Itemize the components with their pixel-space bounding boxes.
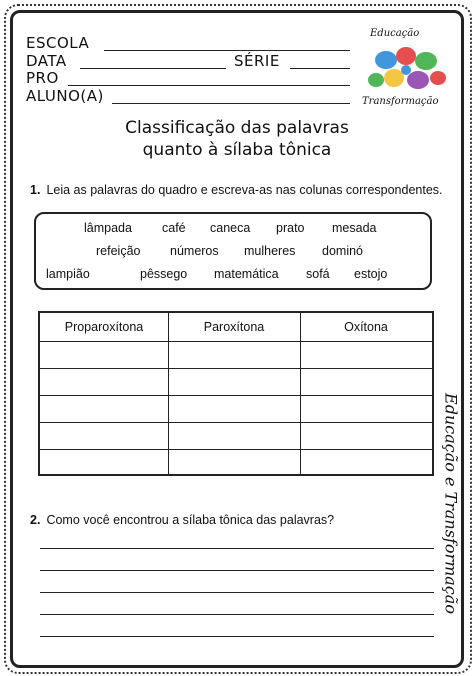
side-text — [438, 372, 462, 642]
row-divider — [40, 422, 432, 423]
word: mulheres — [244, 244, 296, 258]
question-2 — [30, 513, 334, 527]
word: números — [170, 244, 219, 258]
title-line-2: quanto à sílaba tônica — [142, 140, 332, 160]
serie-field[interactable] — [290, 68, 350, 69]
word: lampião — [46, 267, 90, 281]
column-header-proparoxitona: Proparoxítona — [64, 320, 144, 334]
word: refeição — [96, 244, 141, 258]
word: sofá — [306, 267, 330, 281]
logo-bottom-text: Transformação — [362, 96, 439, 107]
answer-line[interactable] — [40, 570, 434, 571]
question-1-text: Leia as palavras do quadro e escreva-as nas colunas correspondentes. — [46, 183, 443, 197]
question-2-number: 2. — [30, 513, 41, 527]
data-field[interactable] — [80, 68, 226, 69]
question-2-text: Como você encontrou a sílaba tônica das palavras? — [46, 513, 335, 527]
pro-field[interactable] — [68, 85, 350, 86]
aluno-field[interactable] — [112, 103, 350, 104]
word: estojo — [354, 267, 388, 281]
row-divider — [40, 449, 432, 450]
side-text-label: Educação e Transformação — [441, 393, 461, 614]
escola-label: ESCOLA — [26, 34, 90, 52]
word: caneca — [210, 221, 251, 235]
word: matemática — [214, 267, 279, 281]
row-divider — [40, 368, 432, 369]
word: dominó — [322, 244, 363, 258]
word: pêssego — [140, 267, 188, 281]
serie-label: SÉRIE — [234, 52, 280, 70]
answer-line[interactable] — [40, 592, 434, 593]
answer-line[interactable] — [40, 614, 434, 615]
aluno-label: ALUNO(A) — [26, 87, 104, 105]
word: lâmpada — [84, 221, 132, 235]
word-box — [34, 212, 432, 290]
question-1-number: 1. — [30, 183, 41, 197]
row-divider — [40, 341, 432, 342]
column-header-oxitona: Oxítona — [344, 320, 388, 334]
escola-field[interactable] — [104, 50, 350, 51]
pro-label: PRO — [26, 69, 59, 87]
row-divider — [40, 395, 432, 396]
word: prato — [276, 221, 305, 235]
word: mesada — [332, 221, 377, 235]
logo — [360, 28, 452, 108]
column-header-paroxitona: Paroxítona — [203, 320, 265, 334]
logo-top-text: Educação — [370, 28, 420, 39]
word: café — [162, 221, 186, 235]
question-1 — [30, 183, 443, 197]
data-label: DATA — [26, 52, 67, 70]
answer-line[interactable] — [40, 636, 434, 637]
title-line-1: Classificação das palavras — [125, 118, 349, 138]
classification-table — [38, 311, 434, 476]
answer-line[interactable] — [40, 548, 434, 549]
